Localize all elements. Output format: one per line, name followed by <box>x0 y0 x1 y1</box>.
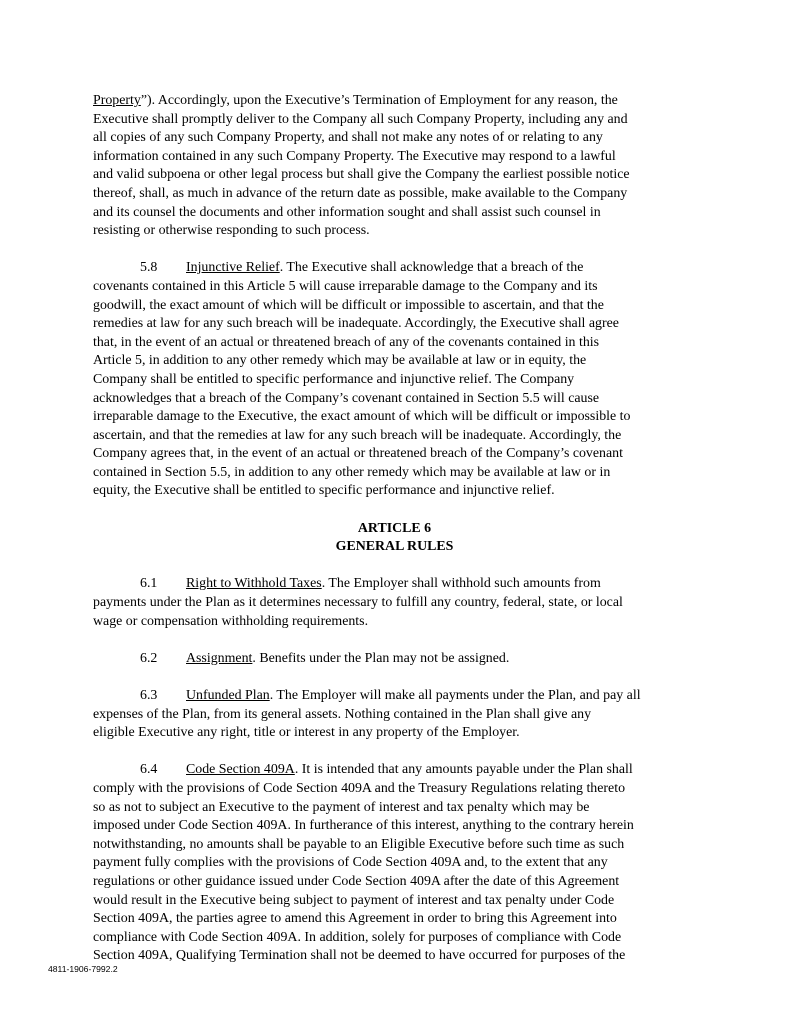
intro-line <box>93 92 696 111</box>
section-line: Article 5, in addition to any other remedy which may be available at law or in equity, the <box>93 353 587 369</box>
property-term: Property <box>93 93 141 108</box>
intro-line: thereof, shall, as much in advance of the return date as possible, make available to the Company <box>93 185 628 201</box>
document-id-footer: 4811-1906-7992.2 <box>48 964 118 974</box>
section-line: wage or compensation withholding requirements. <box>93 613 369 629</box>
section-number: 6.1 <box>140 576 158 592</box>
section-line: Section 409A, Qualifying Termination shall not be deemed to have occurred for purposes of the <box>93 948 626 964</box>
section-5-8 <box>93 259 696 501</box>
section-text: . The Employer shall withhold such amounts from <box>321 576 601 592</box>
section-6-4 <box>93 761 696 966</box>
section-number: 5.8 <box>140 260 158 276</box>
section-line: covenants contained in this Article 5 will cause irreparable damage to the Company and its <box>93 278 598 294</box>
article-title-heading: GENERAL RULES <box>335 539 454 555</box>
section-number: 6.3 <box>140 688 158 703</box>
section-6-2 <box>93 650 696 669</box>
article-number-heading: ARTICLE 6 <box>357 520 432 536</box>
section-text: . The Employer will make all payments under the Plan, and pay all <box>269 688 641 703</box>
section-line: goodwill, the exact amount of which will be difficult or impossible to ascertain, and that the <box>93 297 604 313</box>
document-page <box>93 92 696 966</box>
section-line: payments under the Plan as it determines necessary to fulfill any country, federal, state, or local <box>93 595 623 611</box>
intro-line-text: ”). Accordingly, upon the Executive’s Termination of Employment for any reason, the <box>140 93 618 108</box>
section-line: expenses of the Plan, from its general assets. Nothing contained in the Plan shall give any <box>93 706 592 722</box>
section-line: Company agrees that, in the event of an actual or threatened breach of the Company’s covenant <box>93 446 623 462</box>
section-line: eligible Executive any right, title or interest in any property of the Employer. <box>93 725 520 741</box>
section-line: ascertain, and that the remedies at law for any such breach will be inadequate. Accordingly, the <box>93 427 622 443</box>
intro-line: all copies of any such Company Property, and shall not make any notes of or relating to any <box>93 130 603 146</box>
section-first-line <box>93 650 696 669</box>
section-line: compliance with Code Section 409A. In addition, solely for purposes of compliance with Code <box>93 929 622 945</box>
section-line: regulations or other guidance issued under Code Section 409A after the date of this Agreement <box>93 873 620 889</box>
section-text: . Benefits under the Plan may not be assigned. <box>252 650 510 666</box>
section-line: Section 409A, the parties agree to amend this Agreement in order to bring this Agreement into <box>93 911 617 927</box>
section-first-line <box>93 575 696 594</box>
intro-line: and its counsel the documents and other information sought and shall assist such counsel in <box>93 204 601 220</box>
intro-line: resisting or otherwise responding to such process. <box>93 223 370 239</box>
section-line: Company shall be entitled to specific performance and injunctive relief. The Company <box>93 371 575 387</box>
section-title: Unfunded Plan <box>186 688 270 703</box>
section-title: Right to Withhold Taxes <box>186 576 322 592</box>
section-6-1 <box>93 575 696 631</box>
section-text: . It is intended that any amounts payable under the Plan shall <box>294 762 633 778</box>
section-line: that, in the event of an actual or threatened breach of any of the covenants contained in this <box>93 334 600 350</box>
section-line: contained in Section 5.5, in addition to any other remedy which may be available at law or in <box>93 464 611 480</box>
intro-line: Executive shall promptly deliver to the Company all such Company Property, including any and <box>93 111 628 127</box>
section-title: Assignment <box>186 650 253 666</box>
section-line: so as not to subject an Executive to the payment of interest and tax penalty which may be <box>93 799 590 815</box>
section-first-line <box>93 687 696 706</box>
intro-line: and valid subpoena or other legal process but shall give the Company the earliest possible notice <box>93 167 630 183</box>
section-line: would result in the Executive being subject to payment of interest and tax penalty under Code <box>93 892 615 908</box>
section-text: . The Executive shall acknowledge that a breach of the <box>279 260 584 276</box>
section-first-line <box>93 259 696 278</box>
intro-line: information contained in any such Company Property. The Executive may respond to a lawful <box>93 148 616 164</box>
section-first-line <box>93 761 696 780</box>
section-line: payment fully complies with the provisions of Code Section 409A and, to the extent that any <box>93 855 608 871</box>
section-number: 6.4 <box>140 762 158 778</box>
section-line: irreparable damage to the Executive, the exact amount of which will be difficult or impossible to <box>93 409 631 425</box>
section-6-3 <box>93 687 696 743</box>
section-line: notwithstanding, no amounts shall be payable to an Eligible Executive before such time as such <box>93 836 625 852</box>
section-number: 6.2 <box>140 650 158 666</box>
section-line: comply with the provisions of Code Section 409A and the Treasury Regulations relating thereto <box>93 780 626 796</box>
section-line: equity, the Executive shall be entitled to specific performance and injunctive relief. <box>93 483 555 499</box>
section-title: Code Section 409A <box>186 762 295 778</box>
section-line: remedies at law for any such breach will be inadequate. Accordingly, the Executive shall agree <box>93 316 619 332</box>
intro-paragraph <box>93 92 696 241</box>
section-line: imposed under Code Section 409A. In furtherance of this interest, anything to the contrary herein <box>93 818 634 834</box>
section-line: acknowledges that a breach of the Company’s covenant contained in Section 5.5 will cause <box>93 390 600 406</box>
section-title: Injunctive Relief <box>186 260 280 276</box>
